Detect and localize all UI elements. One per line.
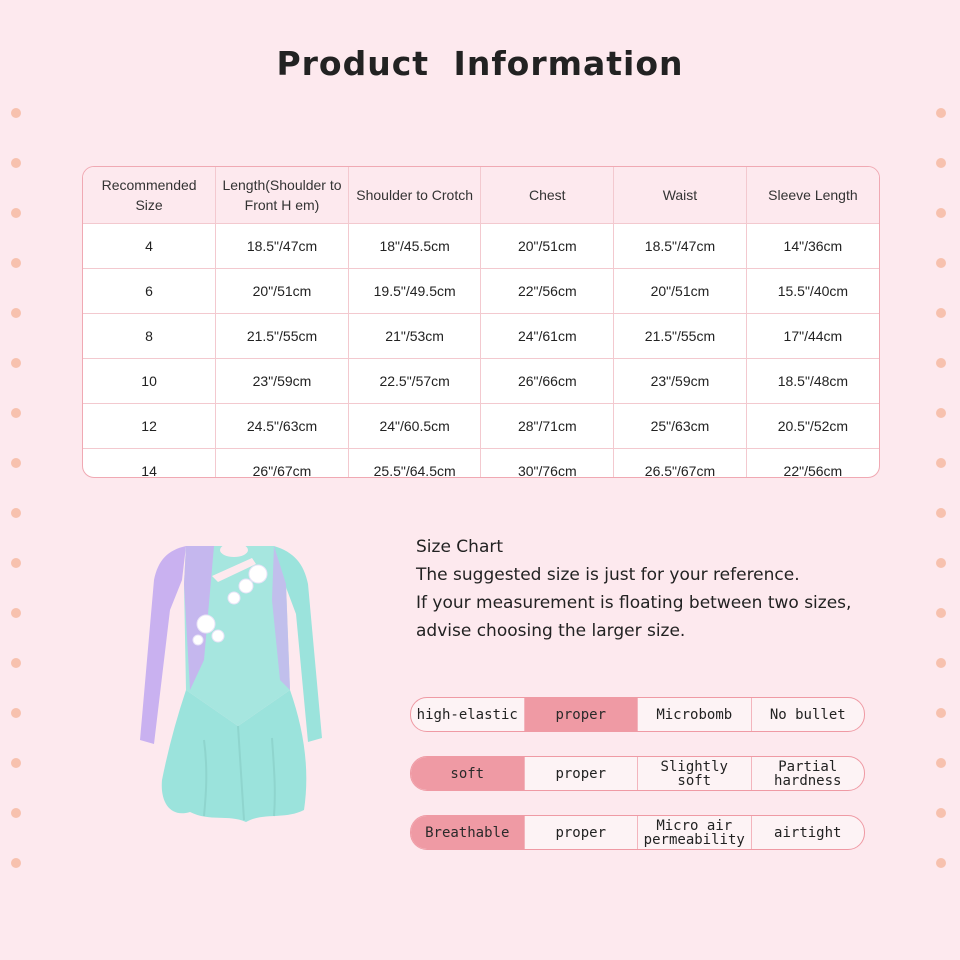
table-cell: 8 xyxy=(83,314,216,359)
table-cell: 18.5"/48cm xyxy=(746,359,879,404)
table-cell: 12 xyxy=(83,404,216,449)
table-cell: 24"/61cm xyxy=(481,314,614,359)
table-cell: 18.5"/47cm xyxy=(614,224,747,269)
table-cell: 14"/36cm xyxy=(746,224,879,269)
decorative-dot xyxy=(936,708,946,718)
table-cell: 23"/59cm xyxy=(216,359,349,404)
table-cell: 10 xyxy=(83,359,216,404)
table-cell: 20.5"/52cm xyxy=(746,404,879,449)
feature-row-breathability xyxy=(410,815,865,850)
feature-cell: Micro air permeability xyxy=(638,816,752,849)
feature-row-softness xyxy=(410,756,865,791)
decorative-dot xyxy=(11,158,21,168)
feature-cell: soft xyxy=(411,757,525,790)
table-cell: 22.5"/57cm xyxy=(348,359,481,404)
table-cell: 25.5"/64.5cm xyxy=(348,449,481,479)
decorative-dot xyxy=(11,258,21,268)
feature-cell: Breathable xyxy=(411,816,525,849)
size-chart-line: advise choosing the larger size. xyxy=(416,621,686,641)
decorative-dot xyxy=(11,508,21,518)
decorative-dot xyxy=(936,308,946,318)
table-row xyxy=(83,449,879,479)
feature-cell: No bullet xyxy=(769,706,846,723)
table-row xyxy=(83,359,879,404)
decorative-dot xyxy=(936,508,946,518)
feature-cell: proper xyxy=(525,757,639,790)
decorative-dots-left xyxy=(11,0,23,960)
feature-cell: proper xyxy=(525,698,639,731)
table-cell: 14 xyxy=(83,449,216,479)
decorative-dot xyxy=(936,758,946,768)
decorative-dot xyxy=(936,608,946,618)
decorative-dot xyxy=(936,158,946,168)
feature-cell: Slightly soft xyxy=(638,757,752,790)
table-cell: 24"/60.5cm xyxy=(348,404,481,449)
table-row xyxy=(83,224,879,269)
table-cell: 26"/66cm xyxy=(481,359,614,404)
table-cell: 21"/53cm xyxy=(348,314,481,359)
table-cell: 20"/51cm xyxy=(481,224,614,269)
decorative-dot xyxy=(936,458,946,468)
decorative-dot xyxy=(936,258,946,268)
table-row xyxy=(83,269,879,314)
decorative-dot xyxy=(936,208,946,218)
table-cell: 24.5"/63cm xyxy=(216,404,349,449)
decorative-dot xyxy=(11,808,21,818)
table-cell: 4 xyxy=(83,224,216,269)
decorative-dot xyxy=(11,758,21,768)
table-cell: 28"/71cm xyxy=(481,404,614,449)
column-header: Recommended Size xyxy=(83,167,216,224)
decorative-dot xyxy=(936,408,946,418)
table-cell: 19.5"/49.5cm xyxy=(348,269,481,314)
table-row xyxy=(83,404,879,449)
table-cell: 23"/59cm xyxy=(614,359,747,404)
decorative-dot xyxy=(936,358,946,368)
decorative-dot xyxy=(11,708,21,718)
column-header: Length(Shoulder to Front H em) xyxy=(216,167,349,224)
decorative-dot xyxy=(936,808,946,818)
table-cell: 25"/63cm xyxy=(614,404,747,449)
table-row xyxy=(83,314,879,359)
feature-cell: Microbomb xyxy=(638,698,752,731)
decorative-dot xyxy=(11,408,21,418)
size-chart-note xyxy=(416,533,896,645)
decorative-dot xyxy=(11,658,21,668)
column-header: Sleeve Length xyxy=(746,167,879,224)
table-cell: 22"/56cm xyxy=(783,463,843,478)
size-chart-line: The suggested size is just for your reference. xyxy=(416,565,800,585)
column-header: Shoulder to Crotch xyxy=(348,167,481,224)
feature-cell: high-elastic xyxy=(411,698,525,731)
decorative-dot xyxy=(11,208,21,218)
decorative-dot xyxy=(11,308,21,318)
decorative-dot xyxy=(936,658,946,668)
size-chart-heading: Size Chart xyxy=(416,537,504,557)
table-cell: 20"/51cm xyxy=(614,269,747,314)
table-cell: 18.5"/47cm xyxy=(216,224,349,269)
decorative-dot xyxy=(11,358,21,368)
feature-cell: Partial hardness xyxy=(774,758,842,789)
size-chart-line: If your measurement is floating between two sizes, xyxy=(416,593,852,613)
column-header: Waist xyxy=(614,167,747,224)
decorative-dot xyxy=(11,458,21,468)
feature-cell: proper xyxy=(525,816,639,849)
feature-cell: airtight xyxy=(774,824,842,841)
column-header: Chest xyxy=(481,167,614,224)
decorative-dot xyxy=(11,858,21,868)
table-cell: 20"/51cm xyxy=(216,269,349,314)
leotard-dress-image xyxy=(134,540,344,825)
decorative-dots-right xyxy=(936,0,948,960)
table-cell: 6 xyxy=(83,269,216,314)
table-cell: 21.5"/55cm xyxy=(614,314,747,359)
table-cell: 18"/45.5cm xyxy=(348,224,481,269)
page-title: Product Information xyxy=(276,44,684,83)
decorative-dot xyxy=(936,108,946,118)
table-cell: 15.5"/40cm xyxy=(746,269,879,314)
decorative-dot xyxy=(936,558,946,568)
size-table xyxy=(82,166,880,478)
table-cell: 26"/67cm xyxy=(216,449,349,479)
table-header-row xyxy=(83,167,879,224)
decorative-dot xyxy=(11,608,21,618)
decorative-dot xyxy=(11,108,21,118)
table-cell: 22"/56cm xyxy=(481,269,614,314)
table-cell: 21.5"/55cm xyxy=(216,314,349,359)
table-cell: 30"/76cm xyxy=(481,449,614,479)
feature-row-elasticity xyxy=(410,697,865,732)
decorative-dot xyxy=(11,558,21,568)
table-cell: 26.5"/67cm xyxy=(614,449,747,479)
table-cell: 17"/44cm xyxy=(746,314,879,359)
decorative-dot xyxy=(936,858,946,868)
